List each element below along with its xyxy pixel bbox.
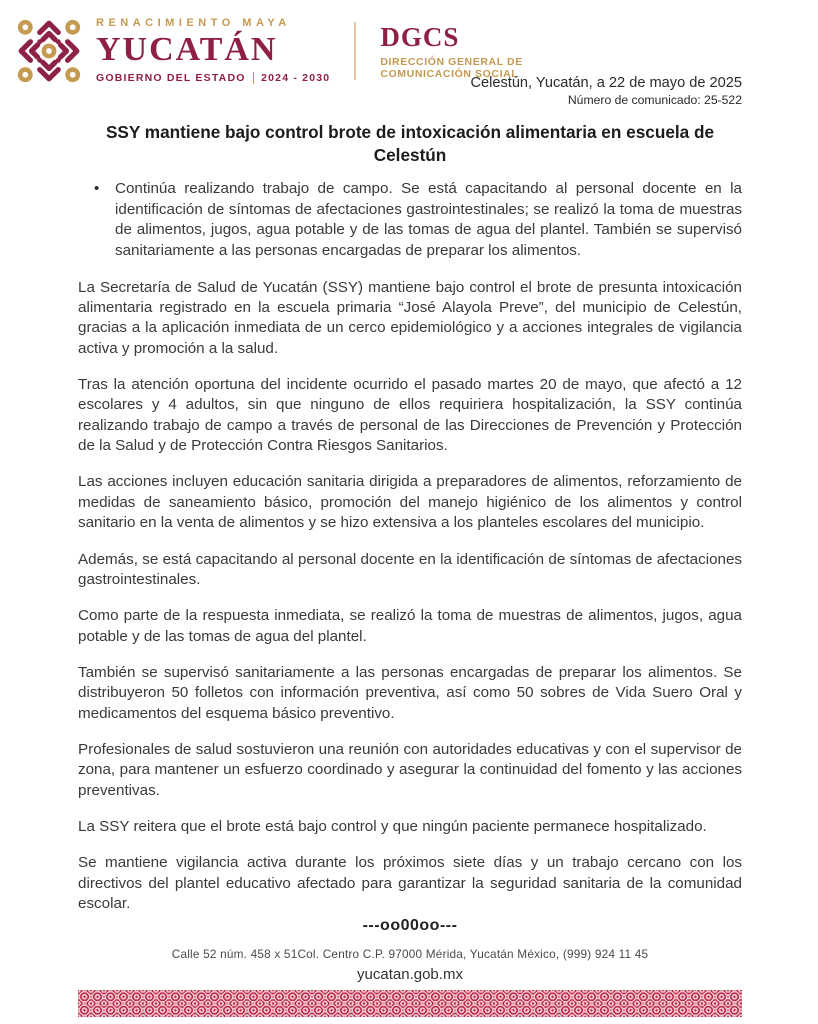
brand-gobierno: GOBIERNO DEL ESTADO [96,71,246,84]
dgcs-line2: COMUNICACIÓN SOCIAL [380,68,519,81]
body-paragraph: Como parte de la respuesta inmediata, se realizó la toma de muestras de alimentos, jugos, agua potable y de las tomas de agua del plantel. [78,607,742,645]
dgcs-acronym: DGCS [380,21,460,52]
header [0,0,818,84]
body-paragraph: Profesionales de salud sostuvieron una reunión con autoridades educativas y con el supervisor de zona, para mantener un esfuerzo coordinado y asegurar la continuidad del fomento y las acciones preventivas. [78,741,742,799]
body-paragraph: Tras la atención oportuna del incidente ocurrido el pasado martes 20 de mayo, que afectó a 12 escolares y 4 adultos, sin que ninguno de ellos requiriera hospitalización, la SSY continúa realizando trabajo de campo a través de personal de las Direcciones de Prevención y Protección de la Salud y de Protección Contra Riesgos Sanitarios. [78,376,742,455]
summary-bullet-item [78,179,742,262]
body-paragraph: La Secretaría de Salud de Yucatán (SSY) mantiene bajo control el brote de presunta intoxicación alimentaria registrado en la escuela primaria “José Alayola Preve”, del municipio de Celestún, gracias a la aplicación inmediata de un cerco epidemiológico y a acciones integrales de vigilancia activa y promoción a la salud. [78,278,742,357]
brand-period: 2024 - 2030 [261,71,331,84]
decorative-maya-pattern-band [78,990,742,1017]
bullet-text: Continúa realizando trabajo de campo. Se está capacitando al personal docente en la identificación de síntomas de afectaciones gastrointestinales; se realizó la toma de muestras de alimentos, jugos, agua potable y de las tomas de agua del plantel. También se supervisó sanitariamente a las personas encargadas de preparar los alimentos. [115,179,742,259]
bullet-marker: • [94,179,100,197]
dgcs-block [380,22,523,80]
body-paragraph: También se supervisó sanitariamente a las personas encargadas de preparar los alimentos. Se distribuyeron 50 folletos con información preventiva, así como 50 sobres de Vida Suero Oral y medicamentos del esquema básico preventivo. [78,663,742,722]
footer-website: yucatan.gob.mx [357,965,463,983]
brand-renacimiento: RENACIMIENTO MAYA [96,17,291,29]
summary-bullet-list [78,179,742,262]
yucatan-maya-emblem-icon [16,18,82,84]
brand-separator [253,72,255,84]
body-paragraph: La SSY reitera que el brote está bajo control y que ningún paciente permanece hospitalizado. [78,818,707,836]
dateline: Celestún, Yucatán, a 22 de mayo de 2025 [470,75,742,91]
body-paragraph: Las acciones incluyen educación sanitaria dirigida a preparadores de alimentos, reforzamiento de medidas de saneamiento básico, promoción del manejo higiénico de los alimentos y control sanitario en la venta de alimentos y se hizo extensiva a los planteles escolares del municipio. [78,473,742,532]
body-paragraph: Se mantiene vigilancia activa durante los próximos siete días y un trabajo cercano con los directivos del plantel educativo afectado para garantizar la seguridad sanitaria de la comunidad escolar. [78,854,742,913]
footer-address: Calle 52 núm. 458 x 51Col. Centro C.P. 97000 Mérida, Yucatán México, (999) 924 11 45 [171,946,649,961]
page-title: SSY mantiene bajo control brote de intoxicación alimentaria en escuela de Celestún [105,122,715,166]
communique-number: Número de comunicado: 25-522 [567,93,742,108]
end-of-release-divider: ---oo00oo--- [362,916,458,934]
body-paragraph: Además, se está capacitando al personal docente en la identificación de síntomas de afectaciones gastrointestinales. [78,550,742,588]
brand-text [96,18,330,84]
brand-subline [96,72,330,84]
dgcs-line1: DIRECCIÓN GENERAL DE [380,55,523,68]
brand-name: YUCATÁN [96,31,278,68]
header-divider [354,22,356,80]
